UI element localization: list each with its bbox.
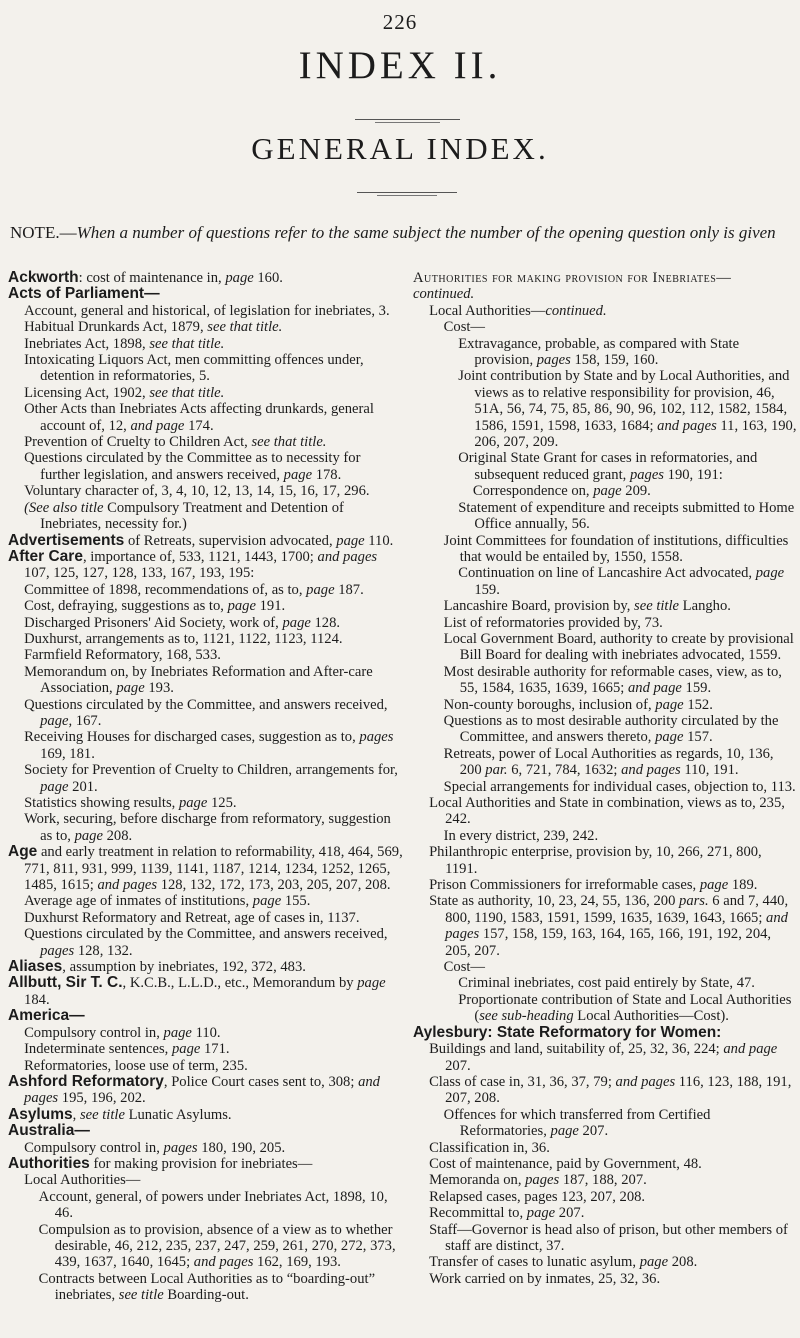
index-entry (8, 1008, 403, 1024)
index-entry (413, 1025, 797, 1041)
index-subentry: Duxhurst Reformatory and Retreat, age of cases in, 1137. (24, 909, 360, 926)
right-column (413, 270, 797, 1287)
index-subentry: Special arrangements for individual cases, objection to, 113. (443, 778, 796, 795)
index-subentry: Account, general, of powers under Inebriates Act, 1898, 10, 46. (38, 1188, 388, 1222)
index-entry: Allbutt, Sir T. C., K.C.B., L.L.D., etc., Memorandum by page 184. (8, 974, 386, 1008)
index-subentry: Original State Grant for cases in reformatories, and subsequent reduced grant, pages 190, 191: (458, 450, 758, 483)
index-subentry: Cost— (443, 959, 486, 976)
index-entry (8, 286, 403, 302)
index-entry: Ackworth: cost of maintenance in, page 160. (8, 269, 283, 286)
index-subentry: Prison Commissioners for irreformable cases, page 189. (429, 877, 758, 894)
index-entry: Authorities for making provision for inebriates— (8, 1154, 313, 1172)
headword: Age (8, 843, 38, 861)
index-subentry: Buildings and land, suitability of, 25, 32, 36, 224; and page 207. (429, 1041, 778, 1074)
title-rule (375, 122, 440, 123)
index-subentry: Contracts between Local Authorities as to “boarding-out” inebriates, see title Boarding-out. (38, 1270, 376, 1304)
index-subentry: Class of case in, 31, 36, 37, 79; and pages 116, 123, 188, 191, 207, 208. (429, 1073, 792, 1107)
index-subentry: Other Acts than Inebriates Acts affecting drunkards, general account of, 12, and page 174. (24, 401, 374, 434)
index-entry: Advertisements of Retreats, supervision advocated, page 110. (8, 531, 394, 549)
note-text: When a number of questions refer to the same subject the number of the opening question only is given (76, 223, 776, 242)
index-subentry: Cost— (443, 319, 486, 336)
index-subentry: Account, general and historical, of legislation for inebriates, 3. (24, 302, 390, 319)
index-subentry: Memoranda on, pages 187, 188, 207. (429, 1172, 647, 1189)
index-subentry: Correspondence on, page 209. (472, 483, 651, 500)
headword: After Care (8, 547, 83, 565)
index-subentry: Average age of inmates of institutions, page 155. (24, 893, 311, 910)
index-subentry: In every district, 239, 242. (443, 827, 599, 844)
index-subentry: Joint contribution by State and by Local Authorities, and views as to relative responsibility for provision, 46, 51A, 56, 74, 75, 85, 86, 90, 96, 102, 112, 1582, 1584, 1586, 1591, 1598, 1633, 1684; and pages 11, 163, 190, 206, 207, 209. (458, 368, 797, 451)
index-entry: Ashford Reformatory, Police Court cases sent to, 308; and pages 195, 196, 202. (8, 1072, 380, 1107)
headword: Aylesbury: State Reformatory for Women: (413, 1023, 722, 1041)
title-rule (355, 119, 460, 120)
headword: Aliases (8, 958, 63, 976)
index-subentry: Receiving Houses for discharged cases, suggestion as to, pages 169, 181. (24, 729, 394, 762)
index-subentry: Committee of 1898, recommendations of, as to, page 187. (24, 581, 364, 598)
index-entry: Asylums, see title Lunatic Asylums. (8, 1105, 232, 1123)
index-entry: Aliases, assumption by inebriates, 192, 372, 483. (8, 958, 306, 976)
index-subentry: Memorandum on, by Inebriates Reformation and After-care Association, page 193. (24, 663, 373, 697)
index-subentry: Compulsion as to provision, absence of a view as to whether desirable, 46, 212, 235, 237, 247, 259, 261, 270, 272, 373, 439, 1637, 1640, 1645; and pages 162, 169, 193. (38, 1221, 396, 1271)
index-subentry: Reformatories, loose use of term, 235. (24, 1057, 248, 1074)
index-subentry: Questions circulated by the Committee as to necessity for further legislation, and answers received, page 178. (24, 450, 361, 483)
index-entry (8, 1123, 403, 1139)
index-subentry: Voluntary character of, 3, 4, 10, 12, 13, 14, 15, 16, 17, 296. (24, 483, 370, 500)
index-subentry: Statement of expenditure and receipts submitted to Home Office annually, 56. (458, 499, 795, 533)
index-subentry: Local Authorities and State in combination, views as to, 235, 242. (429, 795, 785, 828)
index-subentry: Philanthropic enterprise, provision by, 10, 266, 271, 800, 1191. (429, 844, 762, 877)
index-subentry: Questions circulated by the Committee, and answers received, pages 128, 132. (24, 926, 388, 959)
index-subentry: Compulsory control in, pages 180, 190, 205. (24, 1139, 286, 1156)
index-subentry: Work, securing, before discharge from reformatory, suggestion as to, page 208. (24, 811, 391, 844)
headword: America— (8, 1007, 85, 1025)
general-index-title: GENERAL INDEX. (251, 131, 549, 166)
index-subentry: Statistics showing results, page 125. (24, 795, 237, 811)
index-subentry: Lancashire Board, provision by, see title Langho. (443, 598, 731, 615)
index-subentry: Extravagance, probable, as compared with State provision, pages 158, 159, 160. (458, 335, 740, 369)
page-number: 226 (382, 10, 418, 34)
index-note (10, 223, 794, 243)
headword: Ackworth (8, 269, 79, 286)
index-subentry: Society for Prevention of Cruelty to Children, arrangements for, page 201. (24, 762, 398, 795)
index-subentry: Joint Committees for foundation of institutions, difficulties that would be entailed by, 1550, 1558. (443, 532, 789, 565)
index-subentry: List of reformatories provided by, 73. (443, 614, 663, 631)
headword: Authorities (8, 1154, 90, 1172)
continued-heading: Authorities for making provision for Inebriates— (413, 270, 731, 286)
index-subentry: Inebriates Act, 1898, see that title. (24, 335, 225, 352)
index-subentry: (See also title Compulsory Treatment and Detention of Inebriates, necessity for.) (24, 499, 344, 533)
left-column (8, 270, 403, 1304)
title-rule (357, 192, 457, 193)
index-entry: Age and early treatment in relation to reformability, 418, 464, 569, 771, 811, 931, 999, 1139, 1141, 1187, 1214, 1234, 1252, 1265, 1485, 1615; and pages 128, 132, 172, 173, 203, 205, 207, 208. (8, 843, 403, 894)
index-subentry: Indeterminate sentences, page 171. (24, 1041, 230, 1058)
index-subentry: Questions as to most desirable authority circulated by the Committee, and answers thereto, page 157. (443, 712, 779, 746)
headword: Asylums (8, 1105, 73, 1123)
headword: Advertisements (8, 531, 125, 549)
index-subentry: Proportionate contribution of State and Local Authorities (see sub-heading Local Authorities—Cost). (458, 991, 792, 1025)
index-subentry: Farmfield Reformatory, 168, 533. (24, 647, 221, 664)
index-subentry: Compulsory control in, page 110. (24, 1024, 221, 1041)
index-subentry: Offences for which transferred from Certified Reformatories, page 207. (443, 1106, 711, 1140)
title-rule (377, 195, 437, 196)
index-subentry: Discharged Prisoners' Aid Society, work of, page 128. (24, 614, 341, 631)
index-subentry: Licensing Act, 1902, see that title. (24, 384, 225, 401)
headword: Allbutt, Sir T. C. (8, 974, 123, 992)
index-title: INDEX II. (298, 44, 502, 87)
index-subentry: Relapsed cases, pages 123, 207, 208. (429, 1188, 646, 1205)
index-subentry: Retreats, power of Local Authorities as regards, 10, 136, 200 par. 6, 721, 784, 1632; and pages 110, 191. (443, 745, 774, 779)
index-subentry: Cost, defraying, suggestions as to, page 191. (24, 598, 286, 615)
index-subentry: Non-county boroughs, inclusion of, page 152. (443, 696, 713, 713)
index-subentry: Intoxicating Liquors Act, men committing offences under, detention in reformatories, 5. (24, 352, 364, 385)
continued-label: continued. (413, 286, 475, 303)
index-subentry: Prevention of Cruelty to Children Act, see that title. (24, 434, 327, 451)
index-subentry: Questions circulated by the Committee, and answers received, page, 167. (24, 696, 388, 729)
index-subentry: Habitual Drunkards Act, 1879, see that title. (24, 319, 283, 336)
index-subentry: Classification in, 36. (429, 1139, 550, 1156)
index-subentry: Continuation on line of Lancashire Act advocated, page 159. (458, 565, 785, 598)
index-subentry: Recommittal to, page 207. (429, 1205, 585, 1222)
index-entry: After Care, importance of, 533, 1121, 1443, 1700; and pages 107, 125, 127, 128, 133, 167, 193, 195: (8, 547, 378, 582)
headword: Acts of Parliament— (8, 285, 160, 303)
index-subentry: Staff—Governor is head also of prison, but other members of staff are distinct, 37. (429, 1221, 788, 1254)
index-subentry: Work carried on by inmates, 25, 32, 36. (429, 1270, 661, 1287)
index-subentry: Most desirable authority for reformable cases, view, as to, 55, 1584, 1635, 1639, 1665; and page 159. (443, 663, 782, 697)
index-subentry: Local Authorities— (24, 1172, 141, 1189)
index-subentry: Transfer of cases to lunatic asylum, page 208. (429, 1254, 698, 1271)
note-lead: NOTE.— (10, 223, 77, 242)
headword: Ashford Reformatory (8, 1072, 164, 1090)
index-subentry: Criminal inebriates, cost paid entirely by State, 47. (458, 975, 755, 992)
index-subentry: Duxhurst, arrangements as to, 1121, 1122, 1123, 1124. (24, 630, 343, 647)
index-subentry: Cost of maintenance, paid by Government, 48. (429, 1155, 702, 1172)
index-subentry: Local Government Board, authority to create by provisional Bill Board for dealing with inebriates advocated, 1559. (443, 630, 794, 664)
headword: Australia— (8, 1122, 90, 1140)
index-subentry: State as authority, 10, 23, 24, 55, 136, 200 pars. 6 and 7, 440, 800, 1190, 1583, 1591, 1599, 1635, 1639, 1643, 1665; and pages 157, 158, 159, 163, 164, 165, 166, 191, 192, 204, 205, 207. (429, 893, 789, 959)
index-subentry: Local Authorities—continued. (429, 302, 607, 319)
